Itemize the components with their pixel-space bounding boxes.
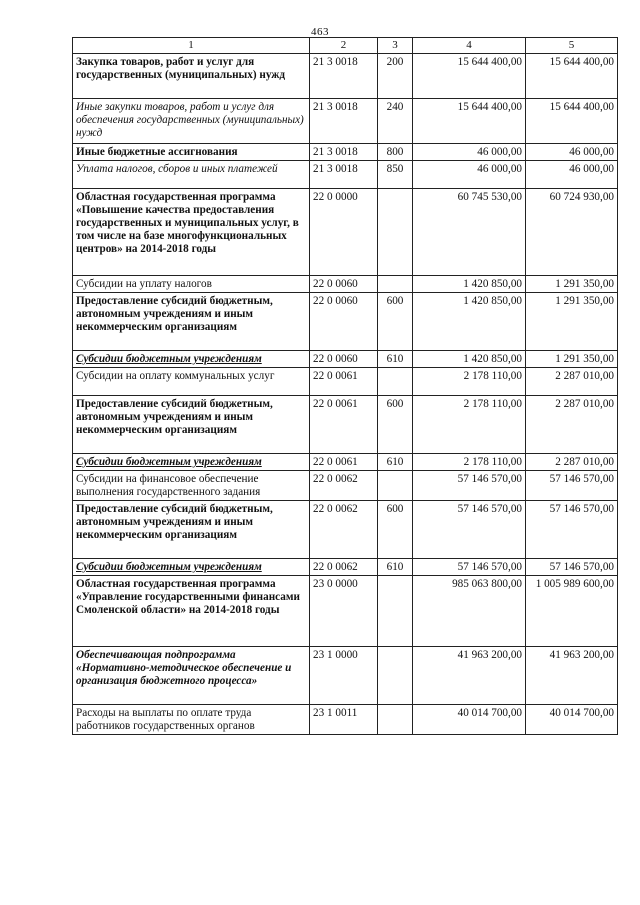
- row-type: 600: [378, 501, 413, 559]
- table-row: [73, 368, 618, 396]
- row-name: Расходы на выплаты по оплате труда работников государственных органов: [73, 705, 310, 735]
- table-row: [73, 54, 618, 99]
- row-name: Субсидии бюджетным учреждениям: [73, 559, 310, 576]
- row-value-1: 15 644 400,00: [413, 99, 526, 144]
- row-value-1: 1 420 850,00: [413, 351, 526, 368]
- row-name: Субсидии на уплату налогов: [73, 276, 310, 293]
- row-value-2: 2 287 010,00: [526, 454, 618, 471]
- row-value-1: 15 644 400,00: [413, 54, 526, 99]
- row-value-1: 985 063 800,00: [413, 576, 526, 647]
- table-header-row: [73, 38, 618, 54]
- row-name: Закупка товаров, работ и услуг для государственных (муниципальных) нужд: [73, 54, 310, 99]
- row-name: Предоставление субсидий бюджетным, автономным учреждениям и иным некоммерческим организациям: [73, 501, 310, 559]
- table-row: [73, 161, 618, 189]
- row-code: 22 0 0060: [310, 276, 378, 293]
- row-type: [378, 647, 413, 705]
- table-row: [73, 396, 618, 454]
- row-value-1: 46 000,00: [413, 144, 526, 161]
- row-value-2: 1 291 350,00: [526, 293, 618, 351]
- row-code: 23 1 0011: [310, 705, 378, 735]
- table-row: [73, 144, 618, 161]
- table-row: [73, 99, 618, 144]
- row-type: 800: [378, 144, 413, 161]
- row-value-1: 46 000,00: [413, 161, 526, 189]
- row-type: 200: [378, 54, 413, 99]
- row-code: 22 0 0062: [310, 471, 378, 501]
- row-name: Областная государственная программа «Управление государственными финансами Смоленской области» на 2014-2018 годы: [73, 576, 310, 647]
- table-row: [73, 351, 618, 368]
- row-code: 21 3 0018: [310, 54, 378, 99]
- table-row: [73, 471, 618, 501]
- row-type: 610: [378, 351, 413, 368]
- table-row: [73, 293, 618, 351]
- row-code: 21 3 0018: [310, 99, 378, 144]
- row-code: 21 3 0018: [310, 144, 378, 161]
- row-value-2: 57 146 570,00: [526, 471, 618, 501]
- row-code: 22 0 0061: [310, 454, 378, 471]
- header-col-4: 4: [413, 38, 526, 54]
- table-row: [73, 705, 618, 735]
- row-type: 600: [378, 396, 413, 454]
- row-value-2: 57 146 570,00: [526, 501, 618, 559]
- row-type: [378, 276, 413, 293]
- row-value-2: 1 005 989 600,00: [526, 576, 618, 647]
- budget-table: [72, 37, 618, 735]
- row-value-1: 2 178 110,00: [413, 454, 526, 471]
- table-row: [73, 276, 618, 293]
- row-value-1: 40 014 700,00: [413, 705, 526, 735]
- row-code: 22 0 0062: [310, 559, 378, 576]
- row-type: 240: [378, 99, 413, 144]
- row-type: 610: [378, 454, 413, 471]
- row-name: Предоставление субсидий бюджетным, автономным учреждениям и иным некоммерческим организациям: [73, 293, 310, 351]
- row-name: Субсидии бюджетным учреждениям: [73, 351, 310, 368]
- row-code: 23 1 0000: [310, 647, 378, 705]
- row-type: 600: [378, 293, 413, 351]
- row-value-1: 57 146 570,00: [413, 501, 526, 559]
- row-code: 22 0 0000: [310, 189, 378, 276]
- row-code: 22 0 0062: [310, 501, 378, 559]
- row-value-2: 46 000,00: [526, 144, 618, 161]
- row-code: 22 0 0060: [310, 351, 378, 368]
- row-value-2: 60 724 930,00: [526, 189, 618, 276]
- row-name: Субсидии на финансовое обеспечение выполнения государственного задания: [73, 471, 310, 501]
- row-value-1: 57 146 570,00: [413, 471, 526, 501]
- row-type: [378, 705, 413, 735]
- row-name: Обеспечивающая подпрограмма «Нормативно-методическое обеспечение и организация бюджетного процесса»: [73, 647, 310, 705]
- row-value-2: 46 000,00: [526, 161, 618, 189]
- row-value-2: 57 146 570,00: [526, 559, 618, 576]
- row-name: Уплата налогов, сборов и иных платежей: [73, 161, 310, 189]
- row-type: [378, 189, 413, 276]
- row-value-2: 41 963 200,00: [526, 647, 618, 705]
- row-value-1: 60 745 530,00: [413, 189, 526, 276]
- table-row: [73, 576, 618, 647]
- row-code: 23 0 0000: [310, 576, 378, 647]
- row-name: Субсидии на оплату коммунальных услуг: [73, 368, 310, 396]
- table-row: [73, 501, 618, 559]
- row-value-2: 2 287 010,00: [526, 368, 618, 396]
- page-number: 463: [311, 26, 329, 38]
- header-col-1: 1: [73, 38, 310, 54]
- row-value-2: 15 644 400,00: [526, 54, 618, 99]
- row-value-2: 40 014 700,00: [526, 705, 618, 735]
- row-value-2: 15 644 400,00: [526, 99, 618, 144]
- row-name: Субсидии бюджетным учреждениям: [73, 454, 310, 471]
- row-name: Иные закупки товаров, работ и услуг для обеспечения государственных (муниципальных) нужд: [73, 99, 310, 144]
- row-value-1: 1 420 850,00: [413, 293, 526, 351]
- row-code: 22 0 0061: [310, 396, 378, 454]
- row-type: [378, 368, 413, 396]
- row-type: 850: [378, 161, 413, 189]
- header-col-3: 3: [378, 38, 413, 54]
- row-value-2: 2 287 010,00: [526, 396, 618, 454]
- row-value-1: 41 963 200,00: [413, 647, 526, 705]
- row-name: Предоставление субсидий бюджетным, автономным учреждениям и иным некоммерческим организациям: [73, 396, 310, 454]
- row-code: 22 0 0060: [310, 293, 378, 351]
- row-type: [378, 471, 413, 501]
- row-value-2: 1 291 350,00: [526, 276, 618, 293]
- row-type: 610: [378, 559, 413, 576]
- row-name: Областная государственная программа «Повышение качества предоставления государственных и муниципальных услуг, в том числе на базе многофункциональных центров» на 2014-2018 годы: [73, 189, 310, 276]
- header-col-2: 2: [310, 38, 378, 54]
- table-row: [73, 454, 618, 471]
- table-row: [73, 647, 618, 705]
- table-row: [73, 189, 618, 276]
- table-row: [73, 559, 618, 576]
- row-value-1: 2 178 110,00: [413, 368, 526, 396]
- row-value-1: 57 146 570,00: [413, 559, 526, 576]
- row-value-1: 1 420 850,00: [413, 276, 526, 293]
- row-type: [378, 576, 413, 647]
- row-value-2: 1 291 350,00: [526, 351, 618, 368]
- row-code: 22 0 0061: [310, 368, 378, 396]
- row-value-1: 2 178 110,00: [413, 396, 526, 454]
- row-code: 21 3 0018: [310, 161, 378, 189]
- row-name: Иные бюджетные ассигнования: [73, 144, 310, 161]
- header-col-5: 5: [526, 38, 618, 54]
